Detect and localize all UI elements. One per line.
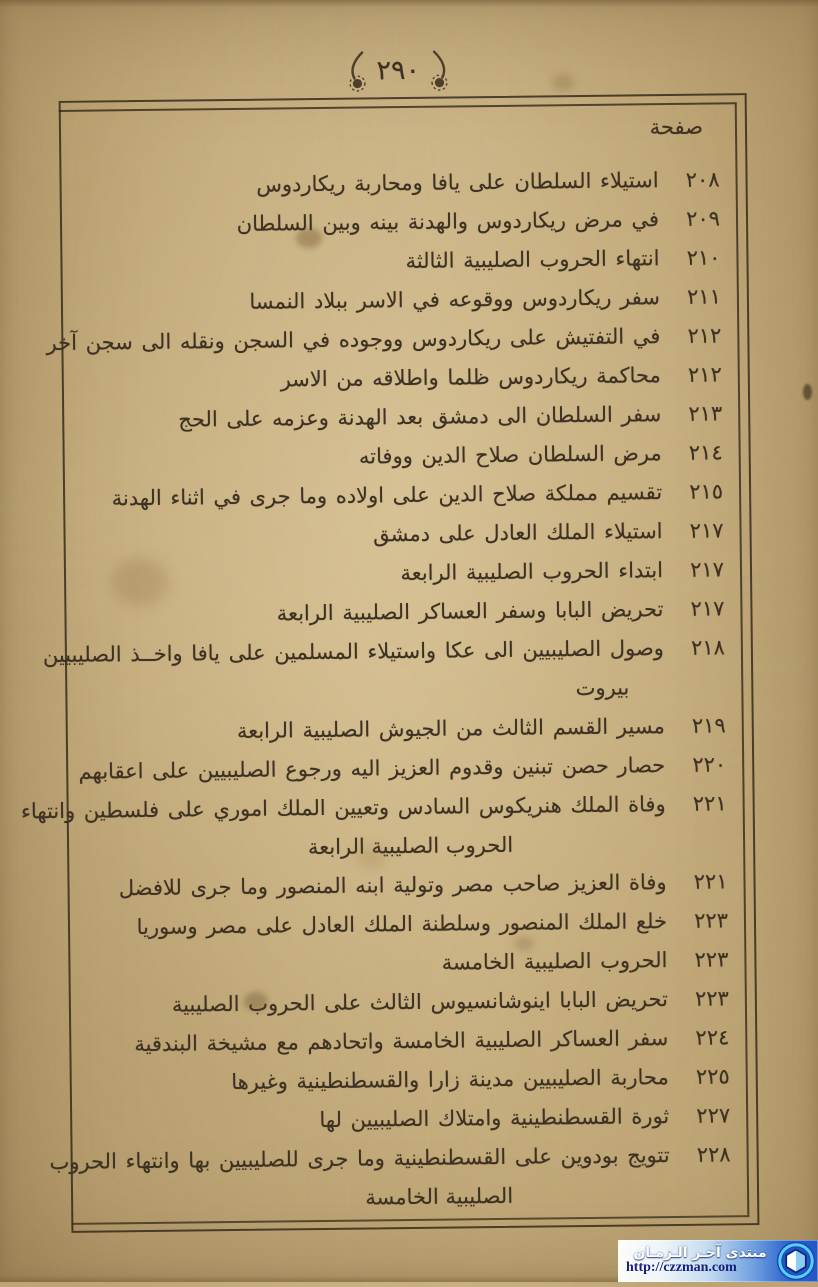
watermark-site-name: منتدى آخـر الـزمـان: [633, 1245, 767, 1261]
toc-entry: [20, 783, 727, 829]
entry-title: تتويج بودوين على القسطنطينية وما جرى للصليبيين بها وانتهاء الحروب: [49, 1142, 670, 1174]
entry-title: الحروب الصليبية الخامسة: [441, 947, 668, 975]
entry-title: انتهاء الحروب الصليبية الثالثة: [405, 245, 660, 273]
floral-bracket-icon: [345, 49, 368, 95]
entry-title: مرض السلطان صلاح الدين ووفاته: [358, 440, 662, 469]
entry-title: مسير القسم الثالث من الجيوش الصليبية الرابعة: [236, 713, 665, 743]
entry-title: ابتداء الحروب الصليبية الرابعة: [400, 557, 664, 585]
page-number: ٢٩٠: [376, 54, 421, 86]
entry-page-number: ٢١٤: [688, 439, 723, 465]
entry-page-number: ٢١١: [686, 283, 722, 309]
entry-page-number: ٢١٩: [691, 712, 726, 738]
entry-title: محاربة الصليبيين مدينة زارا والقسطنطينية وغيرها: [231, 1064, 669, 1094]
entry-page-number: ٢٢٥: [695, 1063, 730, 1089]
entry-page-number: ٢٢٣: [694, 946, 729, 972]
entry-page-number: ٢١٧: [690, 595, 725, 621]
page-column-header: صفحة: [649, 114, 704, 140]
entry-title: استيلاء الملك العادل على دمشق: [372, 518, 663, 546]
entry-title: تحريض البابا اينوشانسيوس الثالث على الحروب الصليبية: [171, 986, 668, 1017]
entry-title: وفاة العزيز صاحب مصر وتولية ابنه المنصور وما جرى للافضل: [118, 869, 667, 900]
entry-title: سفر السلطان الى دمشق بعد الهدنة وعزمه على الحج: [178, 401, 662, 432]
entry-page-number: ٢١٧: [690, 556, 725, 582]
entry-page-number: ٢١٣: [688, 400, 723, 426]
entry-title: محاكمة ريكاردوس ظلما واطلاقه من الاسر: [280, 362, 661, 391]
entry-page-number: ٢٢١: [693, 868, 728, 894]
entry-title: حصار حصن تبنين وقدوم العزيز اليه ورجوع الصليبيين على اعقابهم: [78, 752, 666, 784]
watermark-banner: [618, 1240, 818, 1282]
entry-title-continuation: الحروب الصليبية الرابعة: [307, 832, 514, 859]
toc-entry: [49, 1134, 731, 1180]
entry-title: تحريض البابا وسفر العساكر الصليبية الرابعة: [276, 596, 664, 625]
entry-title-continuation: بيروت: [575, 675, 630, 700]
entry-page-number: ٢١٠: [686, 244, 721, 270]
entry-title: في التفتيش على ريكاردوس ووجوده في السجن ونقله الى سجن آخر: [46, 323, 661, 355]
entry-title: تقسيم مملكة صلاح الدين على اولاده وما جرى في اثناء الهدنة: [111, 479, 663, 510]
entry-page-number: ٢٢٣: [694, 985, 729, 1011]
entry-page-number: ٢٢٨: [696, 1141, 731, 1167]
table-of-contents: [20, 111, 731, 1222]
watermark-url: http://czzman.com: [626, 1260, 737, 1275]
entry-page-number: ٢١٢: [687, 322, 722, 348]
entry-page-number: ٢٢٣: [693, 907, 729, 933]
entry-page-number: ٢٢٤: [695, 1024, 730, 1050]
site-logo-icon: [776, 1241, 816, 1281]
entry-title: خلع الملك المنصور وسلطنة الملك العادل على مصر وسوريا: [136, 908, 668, 939]
entry-page-number: ٢١٨: [690, 634, 726, 660]
entry-page-number: ٢٢١: [692, 790, 727, 816]
toc-entries: [20, 159, 731, 1219]
entry-page-number: ٢١٢: [687, 361, 722, 387]
entry-page-number: ٢١٥: [689, 478, 724, 504]
entry-page-number: ٢٢٧: [696, 1102, 731, 1128]
entry-page-number: ٢٠٨: [685, 166, 720, 192]
watermark-text-block: [618, 1243, 776, 1279]
entry-page-number: ٢٢٠: [692, 751, 727, 777]
entry-title-continuation: الصليبية الخامسة: [365, 1183, 514, 1210]
entry-page-number: ٢٠٩: [686, 205, 721, 231]
entry-title: استيلاء السلطان على يافا ومحاربة ريكاردوس: [256, 167, 659, 197]
entry-title: سفر ريكاردوس ووقوعه في الاسر ببلاد النمسا: [249, 284, 661, 314]
floral-bracket-icon: [429, 48, 452, 94]
entry-title: وفاة الملك هنريكوس السادس وتعيين الملك اموري على فلسطين وانتهاء: [20, 791, 666, 823]
entry-title: ثورة القسطنطينية وامتلاك الصليبيين لها: [319, 1103, 670, 1132]
entry-title: سفر العساكر الصليبية الخامسة واتحادهم مع مشيخة البندقية: [134, 1025, 669, 1056]
entry-title: وصول الصليبيين الى عكا واستيلاء المسلمين على يافا واخــذ الصليبيين: [42, 635, 665, 667]
page-border-frame: [20, 93, 760, 1233]
entry-page-number: ٢١٧: [689, 517, 724, 543]
entry-title: في مرض ريكاردوس والهدنة بينه وبين السلطان: [236, 206, 660, 236]
page-number-ornament: [318, 45, 479, 99]
